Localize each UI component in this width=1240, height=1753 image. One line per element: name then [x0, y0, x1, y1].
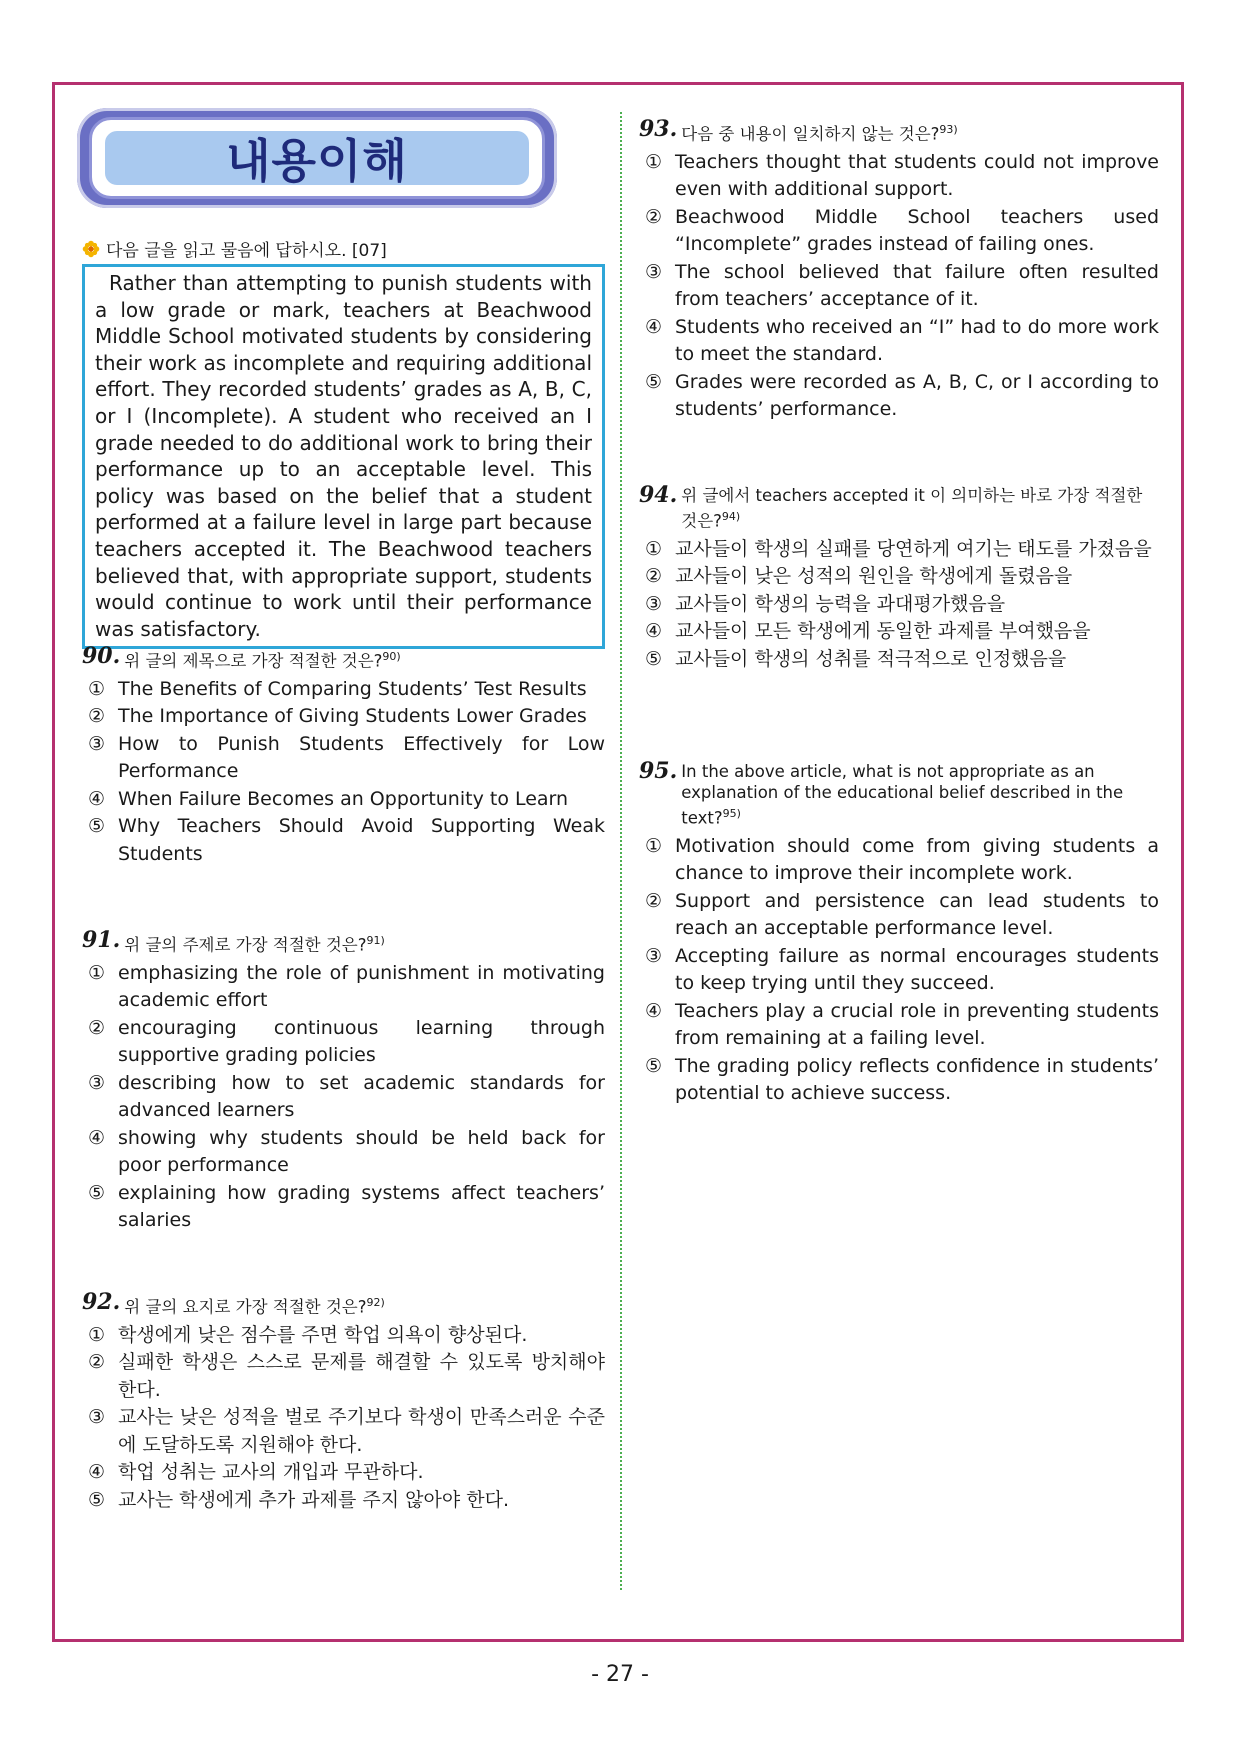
question-text: 위 글의 제목으로 가장 적절한 것은?: [124, 651, 383, 671]
option[interactable]: ① Motivation should come from giving students a chance to improve their incomplete work.: [645, 834, 1159, 884]
question-95: [639, 760, 1159, 1108]
instruction-line: [82, 236, 387, 261]
section-title-badge: [77, 108, 557, 208]
option[interactable]: ① 학생에게 낮은 점수를 주면 학업 의욕이 향상된다.: [88, 1323, 528, 1346]
option[interactable]: ⑤ The grading policy reflects confidence in students’ potential to achieve success.: [645, 1054, 1159, 1104]
option[interactable]: ④ showing why students should be held back for poor performance: [88, 1126, 605, 1176]
question-number: 93.: [639, 116, 678, 142]
option[interactable]: ① The Benefits of Comparing Students’ Test Results: [88, 677, 587, 700]
option[interactable]: ① emphasizing the role of punishment in motivating academic effort: [88, 961, 605, 1011]
option[interactable]: ② 교사들이 낮은 성적의 원인을 학생에게 돌렸음을: [645, 565, 1073, 587]
option[interactable]: ③ Accepting failure as normal encourages students to keep trying until they succeed.: [645, 944, 1159, 994]
question-93: [639, 118, 1159, 424]
footnote-ref: 90): [382, 650, 401, 663]
question-number: 91.: [82, 927, 121, 953]
footnote-ref: 95): [722, 807, 741, 820]
option[interactable]: ③ How to Punish Students Effectively for Low Performance: [88, 732, 605, 782]
question-number: 94.: [639, 482, 678, 508]
option[interactable]: ② Support and persistence can lead students to reach an acceptable performance level.: [645, 889, 1159, 939]
option[interactable]: ③ 교사들이 학생의 능력을 과대평가했음을: [645, 592, 1006, 615]
option[interactable]: ② encouraging continuous learning through supportive grading policies: [88, 1016, 605, 1066]
option[interactable]: ⑤ 교사는 학생에게 추가 과제를 주지 않아야 한다.: [88, 1488, 510, 1511]
option[interactable]: ⑤ 교사들이 학생의 성취를 적극적으로 인정했음을: [645, 647, 1067, 670]
option[interactable]: ④ Students who received an “I” had to do more work to meet the standard.: [645, 315, 1159, 365]
option[interactable]: ④ 학업 성취는 교사의 개입과 무관하다.: [88, 1461, 424, 1483]
question-number: 92.: [82, 1289, 121, 1315]
option[interactable]: ⑤ explaining how grading systems affect teachers’ salaries: [88, 1181, 605, 1231]
page-number: - 27 -: [591, 1662, 649, 1687]
question-90: [82, 645, 605, 868]
option[interactable]: ③ describing how to set academic standards for advanced learners: [88, 1071, 605, 1121]
instruction-text: 다음 글을 읽고 물음에 답하시오. [07]: [106, 241, 387, 261]
option[interactable]: ⑤ Why Teachers Should Avoid Supporting Weak Students: [88, 815, 605, 865]
option[interactable]: ② The Importance of Giving Students Lower Grades: [88, 705, 587, 727]
flower-icon: [82, 240, 100, 258]
section-title: 내용이해: [226, 134, 408, 188]
question-94: [639, 484, 1159, 673]
option[interactable]: ② 실패한 학생은 스스로 문제를 해결할 수 있도록 방치해야 한다.: [88, 1351, 605, 1401]
column-divider: [620, 112, 622, 1590]
option[interactable]: ③ 교사는 낮은 성적을 벌로 주기보다 학생이 만족스러운 수준에 도달하도록 지원해야 한다.: [88, 1406, 605, 1456]
reading-passage: Rather than attempting to punish students with a low grade or mark, teachers at Beachwood Middle School motivated students by considering their work as incomplete and requiring additional effort. They recorded students’ grades as A, B, C, or I (Incomplete). A student who received an I grade needed to do additional work to bring their performance up to an acceptable level. This policy was based on the belief that a student performed at a failure level in large part because teachers accepted it. The Beachwood teachers believed that, with appropriate support, students would continue to work until their performance was satisfactory.: [82, 264, 605, 649]
footnote-ref: 92): [366, 1296, 385, 1309]
option[interactable]: ③ The school believed that failure often resulted from teachers’ acceptance of it.: [645, 260, 1159, 310]
question-number: 95.: [639, 758, 678, 784]
option[interactable]: ① 교사들이 학생의 실패를 당연하게 여기는 태도를 가졌음을: [645, 537, 1152, 560]
option[interactable]: ⑤ Grades were recorded as A, B, C, or I according to students’ performance.: [645, 370, 1159, 420]
option[interactable]: ④ 교사들이 모든 학생에게 동일한 과제를 부여했음을: [645, 620, 1091, 642]
question-text: 위 글의 요지로 가장 적절한 것은?: [124, 1297, 367, 1317]
question-text: 위 글의 주제로 가장 적절한 것은?: [124, 935, 367, 955]
question-text: 위 글에서 teachers accepted it 이 의미하는 바로 가장 적절한 것은?: [681, 486, 1143, 531]
footnote-ref: 94): [721, 510, 741, 523]
option[interactable]: ④ Teachers play a crucial role in preventing students from remaining at a failing level.: [645, 999, 1159, 1049]
question-number: 90.: [82, 643, 121, 669]
footnote-ref: 93): [939, 123, 958, 136]
question-text: 다음 중 내용이 일치하지 않는 것은?: [681, 124, 940, 144]
question-91: [82, 929, 605, 1235]
option[interactable]: ② Beachwood Middle School teachers used “Incomplete” grades instead of failing ones.: [645, 205, 1159, 255]
option[interactable]: ① Teachers thought that students could not improve even with additional support.: [645, 150, 1159, 200]
question-92: [82, 1291, 605, 1514]
question-text: In the above article, what is not appropriate as an explanation of the educational belief described in the text?: [681, 762, 1124, 828]
footnote-ref: 91): [366, 934, 385, 947]
option[interactable]: ④ When Failure Becomes an Opportunity to Learn: [88, 787, 569, 810]
